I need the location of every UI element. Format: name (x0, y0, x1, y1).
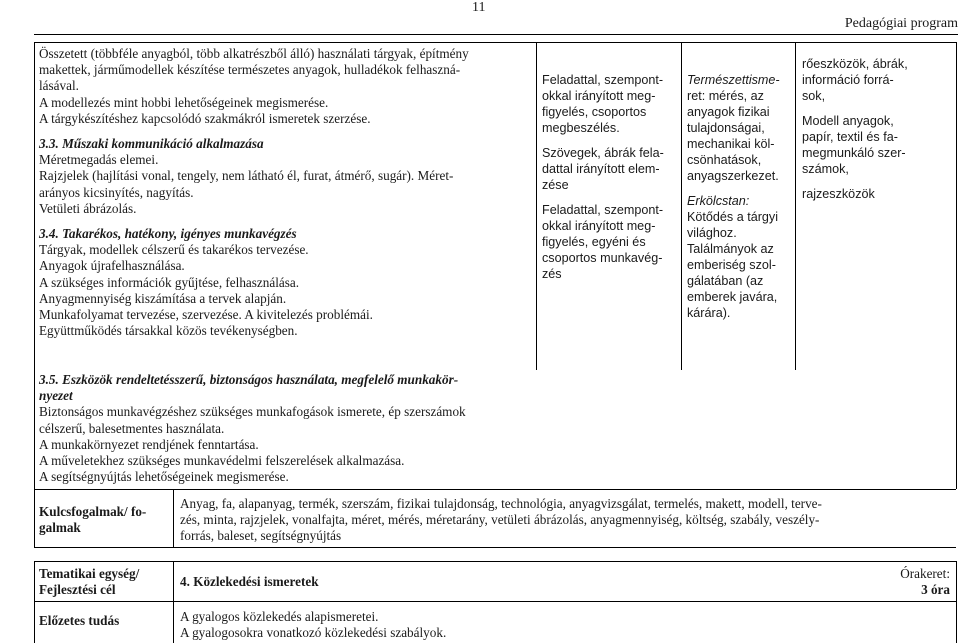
text-line: emberek javára, (687, 290, 778, 304)
spacer (39, 217, 535, 226)
text-line: Anyagok újrafelhasználása. (39, 258, 185, 274)
text-line: megmunkáló szer- (802, 146, 906, 160)
text-line: mechanikai köl- (687, 137, 775, 151)
page-number: 11 (472, 0, 486, 15)
text-line: rajzeszközök (802, 187, 875, 201)
text-line: zés (542, 267, 562, 281)
text-line: Munkafolyamat tervezése, szervezése. A kivitelezés problémái. (39, 307, 373, 323)
keyconcepts-text: Anyag, fa, alapanyag, termék, szerszám, fizikai tulajdonság, technológia, anyagvizsgálat, termelés, makett, modell, terve- zés, minta, rajzjelek, vonalfajta, méret, mérés, méretarány, vetületi ábrázolás, anyagmennyiség, költség, szabály, veszély- forrás, baleset, segítségnyújtás (180, 496, 822, 544)
spacer (802, 177, 954, 186)
unit-table-right (956, 561, 957, 643)
keyconcepts-border-left (34, 489, 35, 548)
table-border-left (34, 42, 35, 490)
hours-value: 3 óra (921, 582, 950, 598)
text-line: rőeszközök, ábrák, (802, 57, 908, 71)
text-line: csönhatások, (687, 153, 762, 167)
text-line: okkal irányított meg- (542, 89, 656, 103)
text-line: papír, textil és fa- (802, 130, 898, 144)
text-line: Anyagmennyiség kiszámítása a tervek alapján. (39, 290, 287, 306)
spacer (687, 184, 793, 193)
column-divider-1 (536, 42, 537, 370)
program-title: Pedagógiai program (844, 16, 958, 31)
unit-table-left (34, 561, 35, 643)
text-line: dattal irányított elem- (542, 162, 660, 176)
text-line: Méretmegadás elemei. (39, 152, 159, 168)
text-line: Természettisme- (687, 73, 780, 87)
text-line: Együttműködés társakkal közös tevékenységben. (39, 323, 298, 339)
content-cell-topics-continued (39, 372, 599, 485)
text-line: 3.3. Műszaki kommunikáció alkalmazása (39, 136, 264, 152)
text-line: arányos kicsinyítés, nagyítás. (39, 184, 194, 200)
text-line: kárára). (687, 306, 731, 320)
content-cell-activities (542, 72, 680, 282)
content-cell-tools (802, 56, 954, 202)
text-line: zése (542, 178, 569, 192)
text-line: Tárgyak, modellek célszerű és takarékos tervezése. (39, 242, 309, 258)
text-line: Feladattal, szempont- (542, 203, 664, 217)
keyconcepts-label: Kulcsfogalmak/ fo- galmak (39, 504, 147, 536)
text-line: lásával. (39, 78, 79, 94)
text-line: Feladattal, szempont- (542, 73, 664, 87)
text-line: Szövegek, ábrák fela- (542, 146, 664, 160)
table-border-top (34, 42, 956, 43)
text-line: ret: mérés, az (687, 89, 764, 103)
column-divider-2 (681, 42, 682, 370)
text-line: Modell anyagok, (802, 114, 894, 128)
text-line: figyelés, egyéni és (542, 235, 646, 249)
unit-label: Tematikai egység/ Fejlesztési cél (39, 566, 140, 598)
text-line: gálatában (az (687, 274, 764, 288)
spacer (802, 104, 954, 113)
keyconcepts-bottom-border (34, 547, 956, 548)
content-cell-connections (687, 72, 793, 321)
text-line: 3.4. Takarékos, hatékony, igényes munkavégzés (39, 226, 297, 242)
text-line: Kötődés a tárgyi (687, 210, 779, 224)
text-line: A műveletekhez szükséges munkavédelmi felszerelések alkalmazása. (39, 453, 405, 469)
spacer (542, 193, 680, 202)
text-line: anyagszerkezet. (687, 169, 779, 183)
text-line: Rajzjelek (hajlítási vonal, tengely, nem látható él, furat, átmérő, sugár). Méret- (39, 168, 454, 184)
text-line: Vetületi ábrázolás. (39, 200, 137, 216)
text-line: Erkölcstan: (687, 194, 750, 208)
text-line: okkal irányított meg- (542, 219, 656, 233)
keyconcepts-divider (173, 489, 174, 548)
unit-row-divider (34, 601, 956, 602)
column-divider-3 (795, 42, 796, 370)
text-line: A tárgykészítéshez kapcsolódó szakmákról ismeretek szerzése. (39, 110, 371, 126)
text-line: A modellezés mint hobbi lehetőségeinek megismerése. (39, 94, 329, 110)
text-line: Találmányok az (687, 242, 774, 256)
unit-table-divider (173, 561, 174, 643)
text-line: Összetett (többféle anyagból, több alkatrészből álló) használati tárgyak, építmény (39, 46, 469, 61)
text-line: tulajdonságai, (687, 121, 765, 135)
content-cell-topics (39, 46, 535, 339)
hours-label: Órakeret: (900, 566, 950, 581)
unit-title: 4. Közlekedési ismeretek (180, 574, 319, 589)
text-line: anyagok fizikai (687, 105, 770, 119)
text-line: sok, (802, 89, 826, 103)
text-line: figyelés, csoportos (542, 105, 647, 119)
table-border-right (956, 42, 957, 489)
spacer (542, 136, 680, 145)
prior-knowledge-label: Előzetes tudás (39, 613, 120, 628)
text-line: A munkakörnyezet rendjének fenntartása. (39, 436, 259, 452)
text-line: emberiség szol- (687, 258, 776, 272)
text-line: számok, (802, 162, 849, 176)
spacer (39, 127, 535, 136)
text-line: nyezet (39, 388, 73, 404)
text-line: világhoz. (687, 226, 737, 240)
text-line: célszerű, balesetmentes használata. (39, 420, 225, 436)
text-line: A segítségnyújtás lehetőségeinek megismerése. (39, 469, 289, 485)
text-line: A szükséges információk gyűjtése, felhasználása. (39, 274, 300, 290)
text-line: csoportos munkavég- (542, 251, 663, 265)
hours-block (840, 566, 950, 598)
header-rule (34, 34, 958, 35)
text-line: 3.5. Eszközök rendeltetésszerű, biztonságos használata, megfelelő munkakör- (39, 372, 459, 387)
text-line: Biztonságos munkavégzéshez szükséges munkafogások ismerete, ép szerszámok (39, 404, 466, 420)
text-line: makettek, járműmodellek készítése természetes anyagok, hulladékok felhaszná- (39, 62, 461, 78)
prior-knowledge-text: A gyalogos közlekedés alapismeretei. A gyalogosokra vonatkozó közlekedési szabályok. (180, 609, 447, 641)
text-line: megbeszélés. (542, 121, 620, 135)
text-line: információ forrá- (802, 73, 894, 87)
